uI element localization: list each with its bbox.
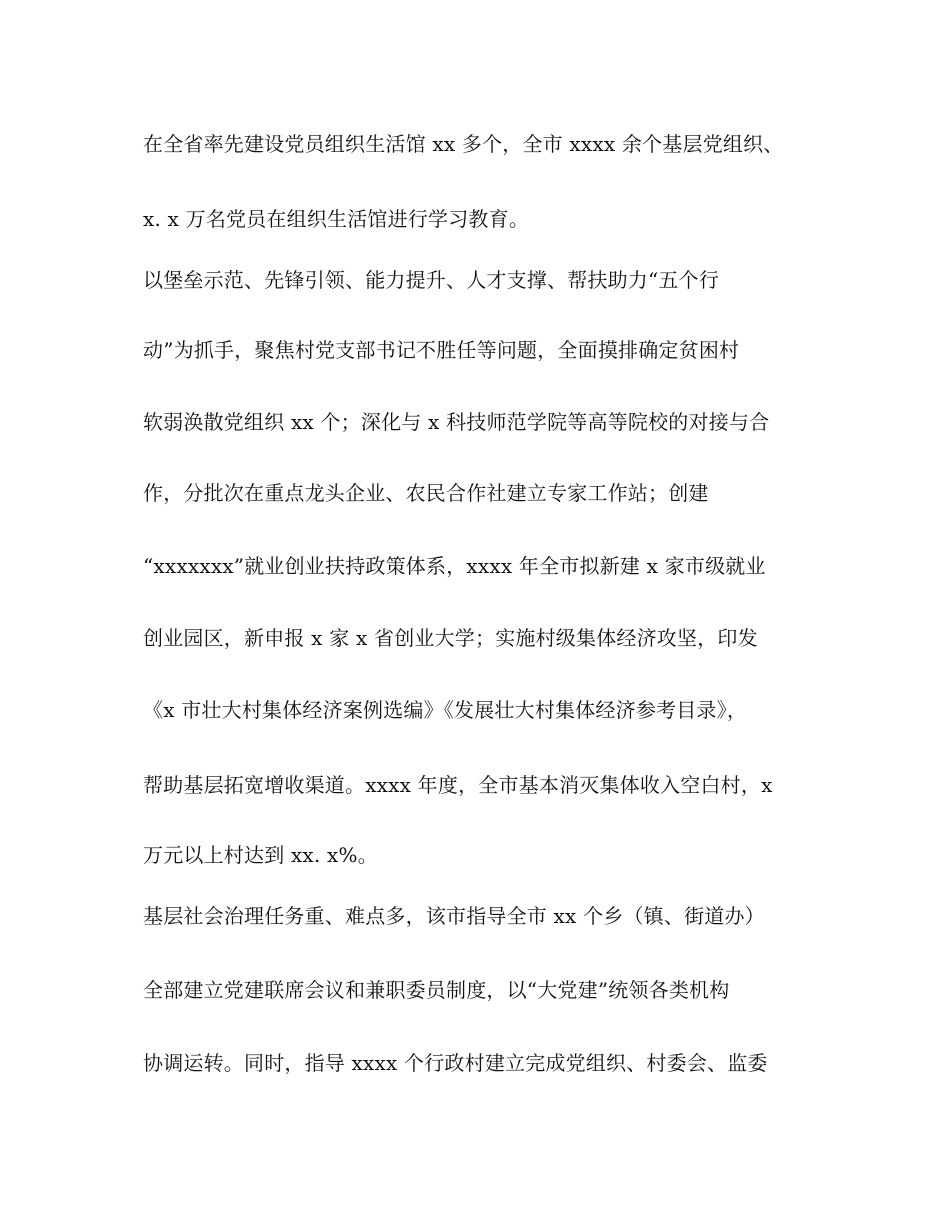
text-line: 动”为抓手，聚焦村党支部书记不胜任等问题，全面摸排确定贫困村 [143,338,740,362]
text-line: 软弱涣散党组织 xx 个；深化与 x 科技师范学院等高等院校的对接与合 [143,410,770,434]
text-line: 万元以上村达到 xx. x%。 [143,843,378,867]
text-line: 全部建立党建联席会议和兼职委员制度，以“大党建”统领各类机构 [143,978,730,1002]
text-line: 协调运转。同时，指导 xxxx 个行政村建立完成党组织、村委会、监委 [143,1051,768,1075]
text-line: 以堡垒示范、先锋引领、能力提升、人才支撑、帮扶助力“五个行 [143,268,720,292]
text-line: x. x 万名党员在组织生活馆进行学习教育。 [143,207,530,231]
text-line: 作，分批次在重点龙头企业、农民合作社建立专家工作站；创建 [143,481,709,505]
text-line: “xxxxxxx”就业创业扶持政策体系，xxxx 年全市拟新建 x 家市级就业 [143,554,766,578]
text-line: 在全省率先建设党员组织生活馆 xx 多个，全市 xxxx 余个基层党组织、 [143,132,784,156]
text-line: 帮助基层拓宽增收渠道。xxxx 年度，全市基本消灭集体收入空白村，x [143,773,773,797]
text-line: 基层社会治理任务重、难点多，该市指导全市 xx 个乡（镇、街道办） [143,904,765,928]
text-line: 《x 市壮大村集体经济案例选编》《发展壮大村集体经济参考目录》， [143,698,748,722]
text-line: 创业园区，新申报 x 家 x 省创业大学；实施村级集体经济攻坚，印发 [143,626,758,650]
